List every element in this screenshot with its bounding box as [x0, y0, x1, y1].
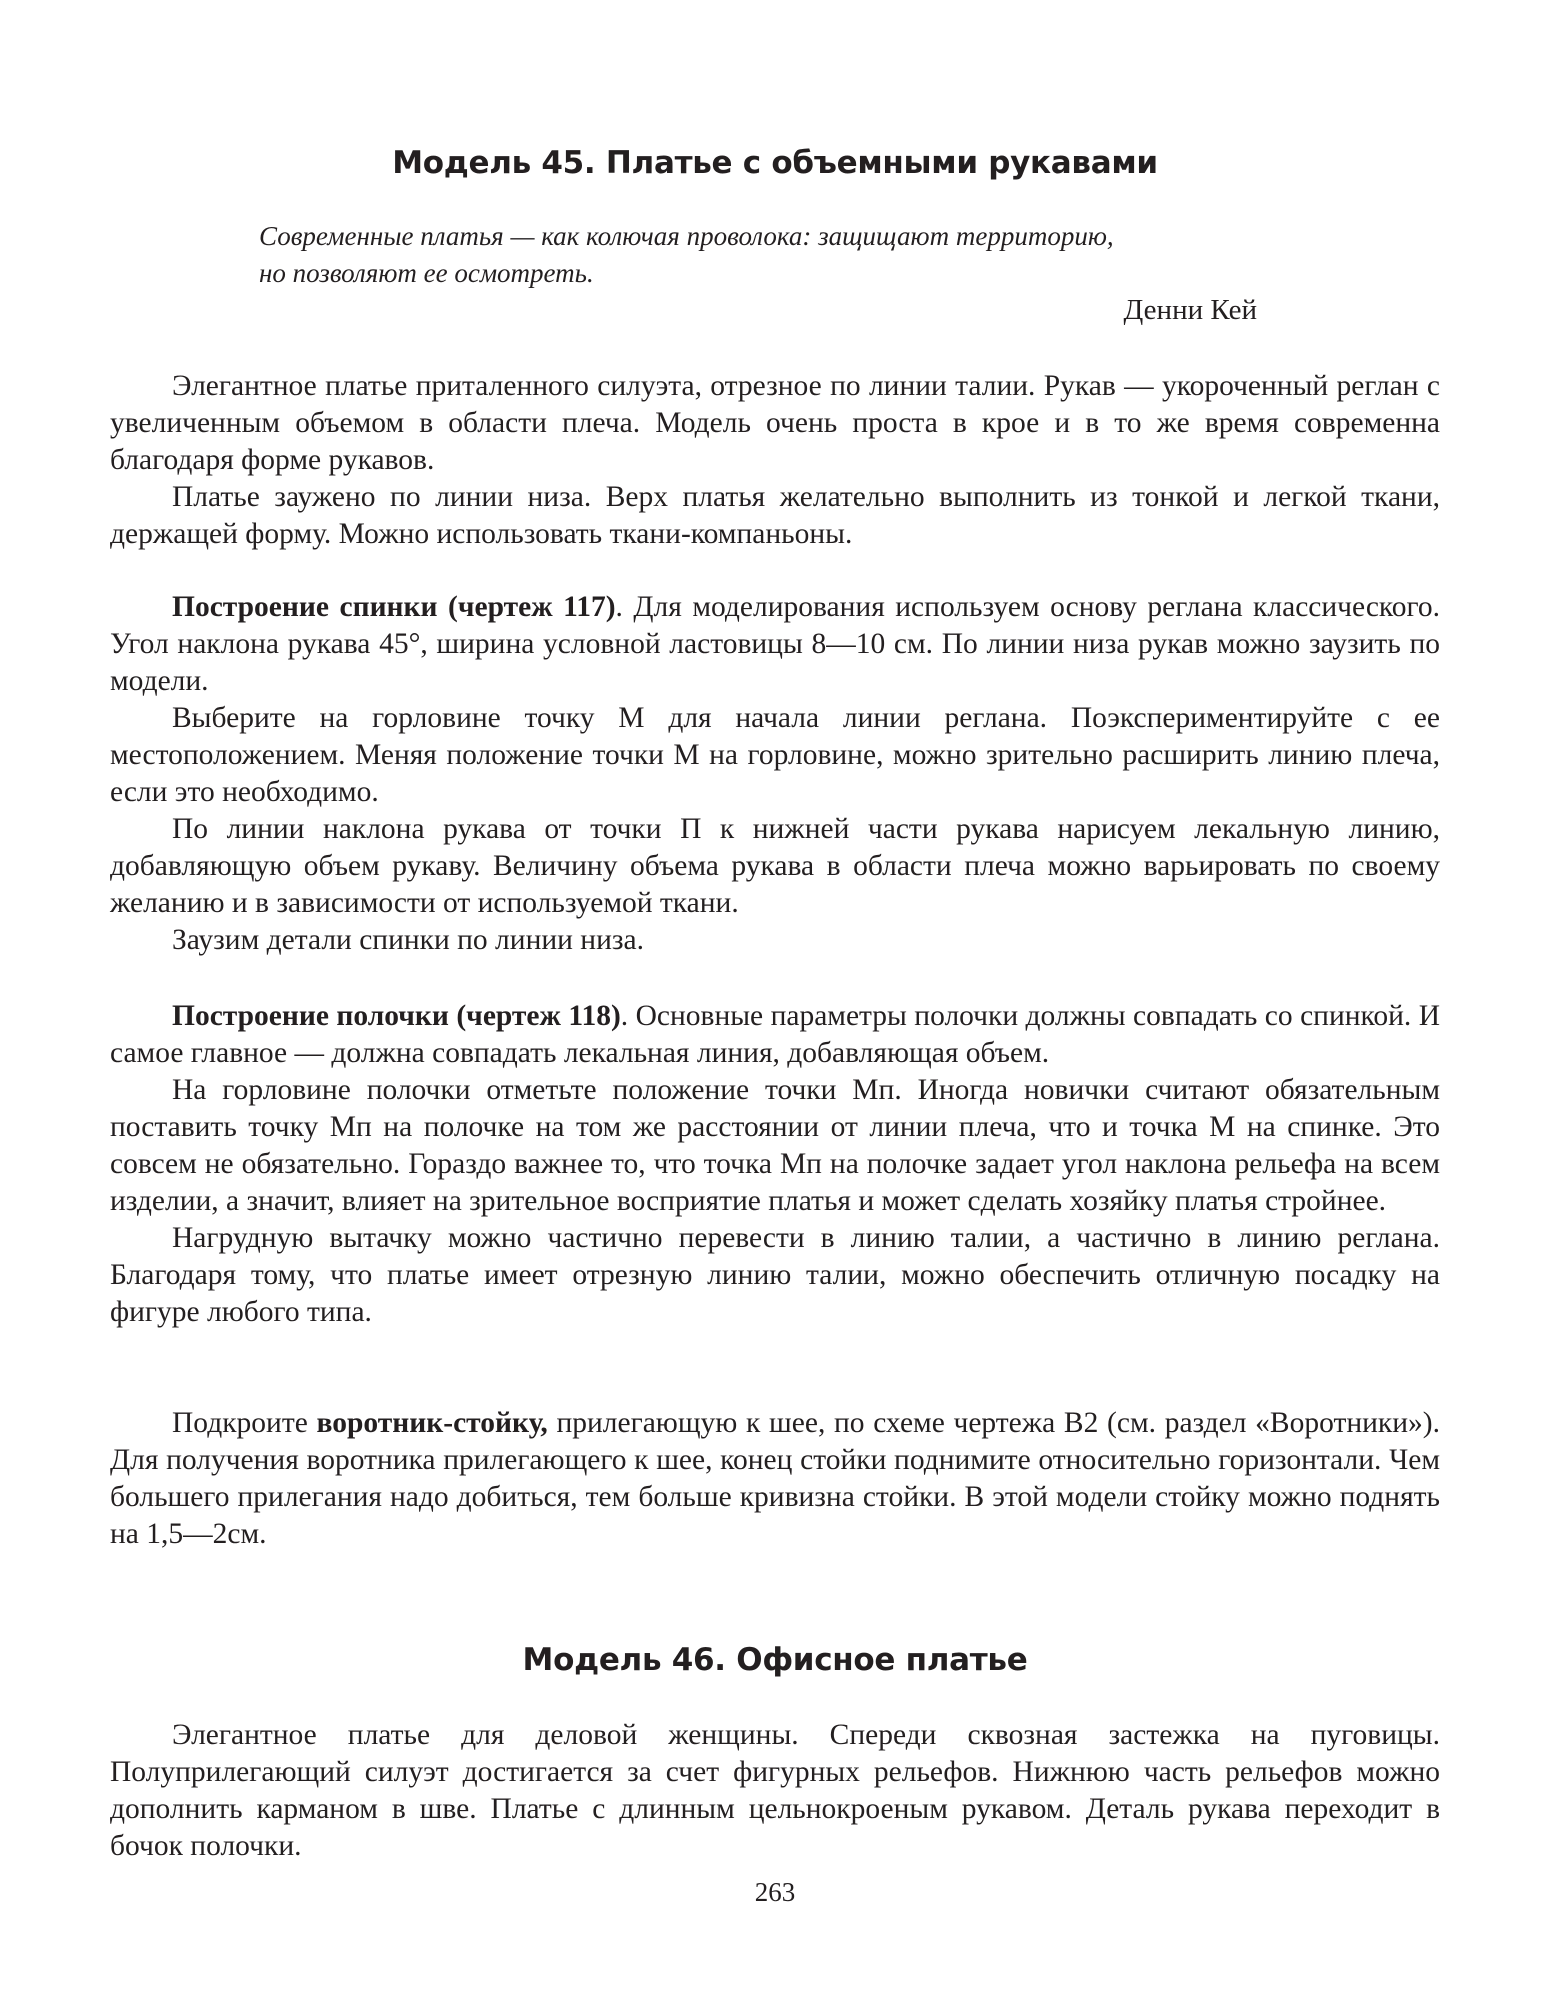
- office-paragraph-1: Элегантное платье для деловой женщины. Спереди сквозная застежка на пуговицы. Полуприлегающий силуэт достигается за счет фигурных рельефов. Нижнюю часть рельефов можно дополнить карманом в шве. Платье с длинным цельнокроеным рукавом. Деталь рукава переходит в бочок полочки.: [110, 1719, 1440, 1862]
- collar-text: прилегающую к шее, по схеме чертежа В2 (см. раздел «Воротники»). Для получения воротника прилегающего к шее, конец стойки поднимите относительно горизонтали. Чем большего прилегания надо добиться, тем больше кривизна стойки. В этой модели стойку можно поднять на 1,5—2см.: [110, 1407, 1440, 1550]
- collar-lead: Подкроите: [172, 1407, 317, 1439]
- page-number: 263: [754, 1877, 796, 1907]
- model-45-intro: [110, 368, 1440, 553]
- model-45-heading: Модель 45. Платье с объемными рукавами: [392, 145, 1158, 181]
- model-46-heading: Модель 46. Офисное платье: [522, 1642, 1028, 1678]
- front-paragraph-1: [110, 998, 1440, 1072]
- intro-paragraph-1: Элегантное платье приталенного силуэта, отрезное по линии талии. Рукав — укороченный реглан с увеличенным объемом в области плеча. Модель очень проста в крое и в то же время современна благодаря форме рукавов.: [110, 370, 1440, 476]
- model-46-intro: [110, 1717, 1440, 1865]
- front-paragraph-1-text: . Основные параметры полочки должны совпадать со спинкой. И самое главное — должна совпадать лекальная линия, добавляющая объем.: [110, 1000, 1441, 1069]
- front-section-title: Построение полочки (чертеж 118): [172, 1000, 621, 1032]
- collar-paragraph: [110, 1405, 1440, 1553]
- epigraph-author: Денни Кей: [1123, 294, 1257, 326]
- epigraph-line-2: но позволяют ее осмотреть.: [259, 258, 594, 288]
- front-paragraph-2: На горловине полочки отметьте положение точки Мп. Иногда новички считают обязательным поставить точку Мп на полочке на том же расстоянии от линии плеча, что и точка М на спинке. Это совсем не обязательно. Гораздо важнее то, что точка Мп на полочке задает угол наклона рельефа на всем изделии, а значит, влияет на зрительное восприятие платья и может сделать хозяйку платья стройнее.: [110, 1074, 1440, 1217]
- epigraph-line-1: Современные платья — как колючая проволока: защищают территорию,: [259, 221, 1114, 251]
- front-construction-section: [110, 998, 1440, 1331]
- epigraph: [259, 218, 1269, 292]
- back-construction-section: [110, 589, 1440, 959]
- front-paragraph-3: Нагрудную вытачку можно частично перевести в линию талии, а частично в линию реглана. Благодаря тому, что платье имеет отрезную линию талии, можно обеспечить отличную посадку на фигуре любого типа.: [110, 1222, 1440, 1328]
- back-paragraph-2: Выберите на горловине точку М для начала линии реглана. Поэкспериментируйте с ее местоположением. Меняя положение точки М на горловине, можно зрительно расширить линию плеча, если это необходимо.: [110, 702, 1440, 808]
- back-section-title: Построение спинки (чертеж 117): [172, 591, 616, 623]
- back-paragraph-3: По линии наклона рукава от точки П к нижней части рукава нарисуем лекальную линию, добавляющую объем рукаву. Величину объема рукава в области плеча можно варьировать по своему желанию и в зависимости от используемой ткани.: [110, 813, 1440, 919]
- back-paragraph-1: [110, 589, 1440, 700]
- back-paragraph-4: Заузим детали спинки по линии низа.: [172, 924, 644, 956]
- collar-section: [110, 1405, 1440, 1553]
- collar-term: воротник-стойку,: [316, 1407, 548, 1439]
- intro-paragraph-2: Платье заужено по линии низа. Верх платья желательно выполнить из тонкой и легкой ткани, держащей форму. Можно использовать ткани-компаньоны.: [110, 481, 1440, 550]
- back-paragraph-1-text: . Для моделирования используем основу реглана классического. Угол наклона рукава 45°, ширина условной ластовицы 8—10 см. По линии низа рукав можно заузить по модели.: [110, 591, 1440, 697]
